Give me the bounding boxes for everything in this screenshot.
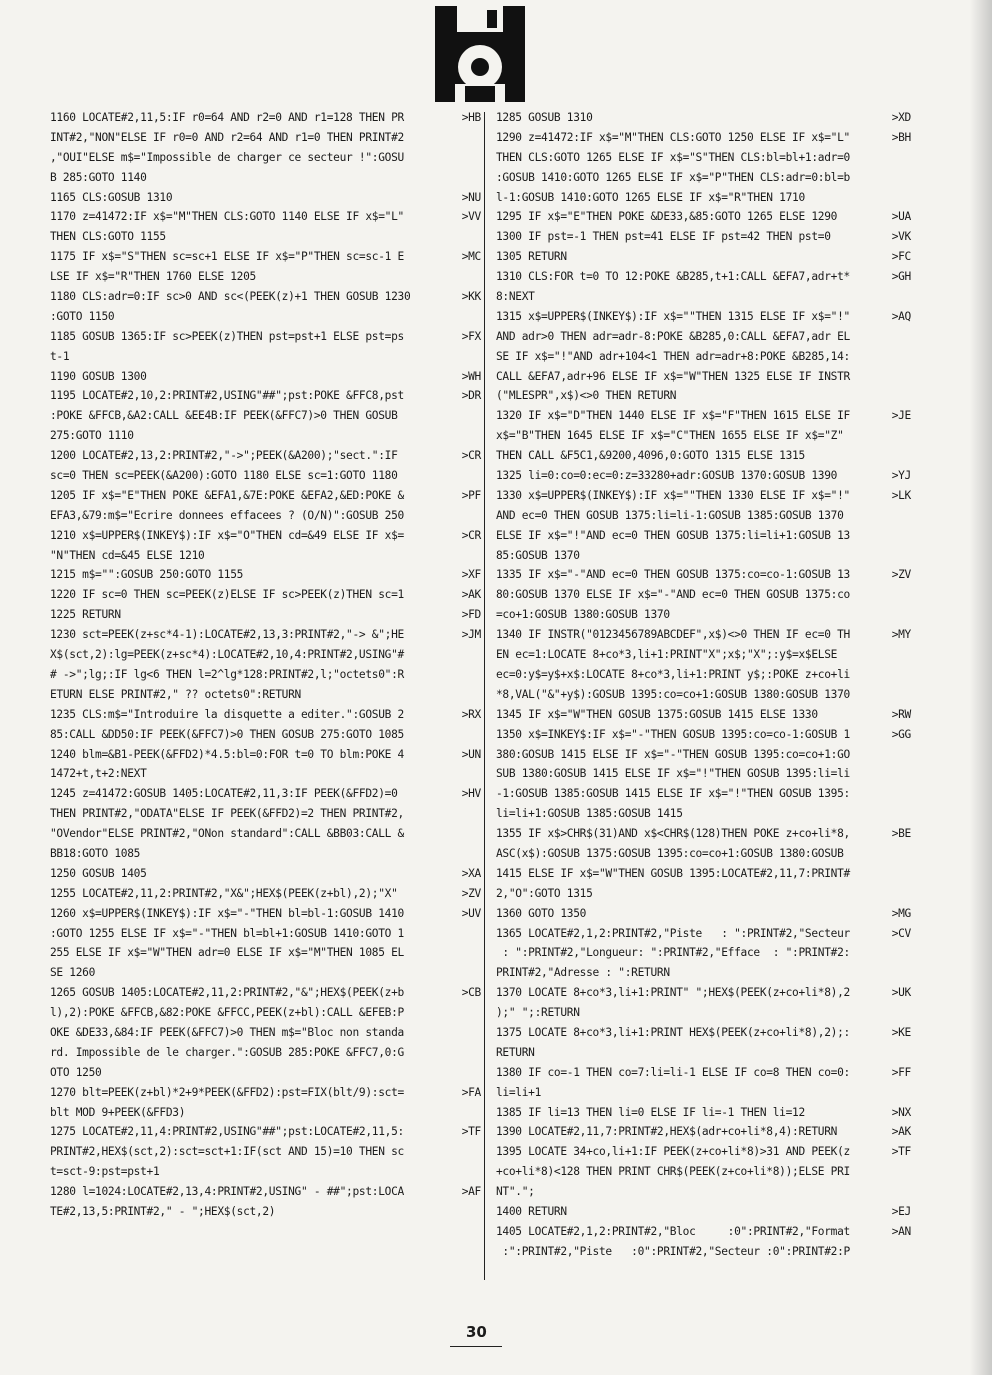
code-text: BB18:GOTO 1085 [50, 846, 141, 860]
code-line [496, 864, 911, 884]
code-text: 380:GOSUB 1415 ELSE IF x$="-"THEN GOSUB 1395:co=co+1:GO [496, 747, 850, 761]
code-text: blt MOD 9+PEEK(&FFD3) [50, 1105, 186, 1119]
code-line [50, 645, 475, 665]
code-line [50, 685, 475, 705]
checksum-code: >VV [461, 210, 481, 224]
code-line [50, 406, 475, 426]
code-text: OKE &DE33,&84:IF PEEK(&FFC7)>0 THEN m$="Bloc non standa [50, 1025, 404, 1039]
code-text: TE#2,13,5:PRINT#2," - ";HEX$(sct,2) [50, 1204, 276, 1218]
code-line [50, 247, 481, 267]
checksum-code: >GH [891, 270, 911, 284]
code-line [496, 506, 911, 526]
code-line [50, 625, 481, 645]
code-line [50, 745, 481, 765]
code-text: RETURN [496, 1045, 535, 1059]
checksum-code: >ZV [461, 886, 481, 900]
code-line [496, 1122, 911, 1142]
code-text: 85:CALL &DD50:IF PEEK(&FFC7)>0 THEN GOSUB 275:GOTO 1085 [50, 727, 404, 741]
code-line [496, 327, 911, 347]
code-line [50, 1202, 475, 1222]
code-text: sc=0 THEN sc=PEEK(&A200):GOTO 1180 ELSE sc=1:GOTO 1180 [50, 469, 398, 483]
checksum-code: >FD [461, 608, 481, 622]
code-line [496, 1103, 911, 1123]
code-line [50, 207, 481, 227]
checksum-code: >KK [461, 290, 481, 304]
checksum-code: >FA [461, 1085, 481, 1099]
code-text: # ->";lg;:IF lg<6 THEN l=2^lg*128:PRINT#2,l;"octets0":R [50, 667, 404, 681]
code-text: THEN CLS:GOTO 1155 [50, 230, 166, 244]
code-line [496, 745, 911, 765]
code-line [496, 1083, 911, 1103]
code-text: CALL &EFA7,adr+96 ELSE IF x$="W"THEN 1325 ELSE IF INSTR [496, 369, 850, 383]
code-line [50, 227, 475, 247]
code-line [496, 207, 911, 227]
code-text: 1200 LOCATE#2,13,2:PRINT#2,"->";PEEK(&A200);"sect.":IF [50, 449, 398, 463]
code-text: 1235 CLS:m$="Introduire la disquette a editer.":GOSUB 2 [50, 707, 404, 721]
checksum-code: >BH [891, 130, 911, 144]
code-text: 1325 li=0:co=0:ec=0:z=33280+adr:GOSUB 1370:GOSUB 1390 [496, 469, 838, 483]
checksum-code: >XD [891, 111, 911, 124]
code-text: 1220 IF sc=0 THEN sc=PEEK(z)ELSE IF sc>PEEK(z)THEN sc=1 [50, 588, 404, 602]
code-text: EFA3,&79:m$="Ecrire donnees effacees ? (O/N)":GOSUB 250 [50, 508, 404, 522]
code-line [496, 565, 911, 585]
code-line [496, 1242, 911, 1262]
code-text: 1340 IF INSTR("0123456789ABCDEF",x$)<>0 THEN IF ec=0 TH [496, 628, 850, 642]
code-text: :GOTO 1255 ELSE IF x$="-"THEN bl=bl+1:GOSUB 1410:GOTO 1 [50, 926, 404, 940]
checksum-code: >UN [461, 747, 481, 761]
code-line [496, 824, 911, 844]
checksum-code: >XA [461, 866, 481, 880]
code-line [50, 506, 475, 526]
code-line [496, 804, 911, 824]
code-text: 1160 LOCATE#2,11,5:IF r0=64 AND r2=0 AND r1=128 THEN PR [50, 111, 404, 124]
code-text: 2,"O":GOTO 1315 [496, 886, 593, 900]
checksum-code: >MC [461, 250, 481, 264]
code-line [496, 645, 911, 665]
code-text: 1405 LOCATE#2,1,2:PRINT#2,"Bloc :0":PRINT#2,"Format [496, 1224, 850, 1238]
code-text: t-1 [50, 349, 70, 363]
code-line [496, 247, 911, 267]
code-line [50, 824, 475, 844]
checksum-code: >XF [461, 568, 481, 582]
code-text: 1285 GOSUB 1310 [496, 111, 593, 124]
code-line [50, 904, 481, 924]
code-line [50, 725, 475, 745]
code-text: =co+1:GOSUB 1380:GOSUB 1370 [496, 608, 670, 622]
code-text: );" ";:RETURN [496, 1006, 580, 1020]
code-line [496, 227, 911, 247]
code-line [496, 983, 911, 1003]
code-text: l),2):POKE &FFCB,&82:POKE &FFCC,PEEK(z+bl):CALL &EFEB:P [50, 1006, 404, 1020]
checksum-code: >WH [461, 369, 481, 383]
code-text: l-1:GOSUB 1410:GOTO 1265 ELSE IF x$="R"THEN 1710 [496, 190, 805, 204]
checksum-code: >MY [891, 628, 911, 642]
code-text: t=sct-9:pst=pst+1 [50, 1165, 160, 1179]
code-line [496, 128, 911, 148]
code-line [50, 486, 481, 506]
code-text: 8:NEXT [496, 290, 535, 304]
code-text: -1:GOSUB 1385:GOSUB 1415 ELSE IF x$="!"THEN GOSUB 1395: [496, 787, 850, 801]
code-text: THEN PRINT#2,"ODATA"ELSE IF PEEK(&FFD2)=2 THEN PRINT#2, [50, 807, 404, 821]
code-line [50, 128, 475, 148]
checksum-code: >VK [891, 230, 911, 244]
code-line [50, 386, 481, 406]
code-text: 1310 CLS:FOR t=0 TO 12:POKE &B285,t+1:CALL &EFA7,adr+t* [496, 270, 850, 284]
code-line [496, 844, 911, 864]
code-text: 1210 x$=UPPER$(INKEY$):IF x$="O"THEN cd=&49 ELSE IF x$= [50, 528, 404, 542]
checksum-code: >ZV [891, 568, 911, 582]
checksum-code: >FX [461, 329, 481, 343]
code-text: +co+li*8)<128 THEN PRINT CHR$(PEEK(z+co+li*8));ELSE PRI [496, 1165, 850, 1179]
checksum-code: >MG [891, 906, 911, 920]
checksum-code: >FF [891, 1065, 911, 1079]
code-line [496, 546, 911, 566]
code-line [496, 168, 911, 188]
code-text: 1385 IF li=13 THEN li=0 ELSE IF li=-1 THEN li=12 [496, 1105, 805, 1119]
code-line [496, 585, 911, 605]
code-text: 1380 IF co=-1 THEN co=7:li=li-1 ELSE IF co=8 THEN co=0: [496, 1065, 850, 1079]
code-text: 1225 RETURN [50, 608, 121, 622]
code-line [496, 466, 911, 486]
code-text: EN ec=1:LOCATE 8+co*3,li+1:PRINT"X";x$;"X";:y$=x$ELSE [496, 648, 838, 662]
code-text: 1390 LOCATE#2,11,7:PRINT#2,HEX$(adr+co+li*8,4):RETURN [496, 1125, 838, 1139]
code-line [496, 307, 911, 327]
code-text: 1290 z=41472:IF x$="M"THEN CLS:GOTO 1250 ELSE IF x$="L" [496, 130, 850, 144]
code-line [50, 884, 481, 904]
code-text: 1175 IF x$="S"THEN sc=sc+1 ELSE IF x$="P"THEN sc=sc-1 E [50, 250, 404, 264]
code-text: 1260 x$=UPPER$(INKEY$):IF x$="-"THEN bl=bl-1:GOSUB 1410 [50, 906, 404, 920]
code-line [496, 1142, 911, 1162]
checksum-code: >DR [461, 389, 481, 403]
code-line [50, 287, 481, 307]
code-text: 1320 IF x$="D"THEN 1440 ELSE IF x$="F"THEN 1615 ELSE IF [496, 409, 850, 423]
page-edge-shadow [970, 0, 992, 1375]
code-text: ELSE IF x$="!"AND ec=0 THEN GOSUB 1375:li=li+1:GOSUB 13 [496, 528, 850, 542]
code-line [50, 188, 481, 208]
code-text: 1240 blm=&B1-PEEK(&FFD2)*4.5:bl=0:FOR t=0 TO blm:POKE 4 [50, 747, 404, 761]
code-text: PRINT#2,"Adresse : ":RETURN [496, 966, 670, 980]
checksum-code: >UV [461, 906, 481, 920]
code-line [496, 406, 911, 426]
code-line [50, 1122, 481, 1142]
code-text: 1400 RETURN [496, 1204, 567, 1218]
code-line [50, 307, 475, 327]
checksum-code: >FC [891, 250, 911, 264]
code-text: 1250 GOSUB 1405 [50, 866, 147, 880]
checksum-code: >TF [891, 1145, 911, 1159]
code-text: LSE IF x$="R"THEN 1760 ELSE 1205 [50, 270, 256, 284]
checksum-code: >JM [461, 628, 481, 642]
checksum-code: >CB [461, 986, 481, 1000]
code-line [50, 1023, 475, 1043]
code-line [496, 1222, 911, 1242]
code-line [50, 784, 481, 804]
code-line [50, 983, 481, 1003]
code-text: 1190 GOSUB 1300 [50, 369, 147, 383]
code-text: 1350 x$=INKEY$:IF x$="-"THEN GOSUB 1395:co=co-1:GOSUB 1 [496, 727, 850, 741]
code-text: AND ec=0 THEN GOSUB 1375:li=li-1:GOSUB 1385:GOSUB 1370 [496, 508, 844, 522]
code-text: 1170 z=41472:IF x$="M"THEN CLS:GOTO 1140 ELSE IF x$="L" [50, 210, 404, 224]
code-line [496, 705, 911, 725]
code-text: X$(sct,2):lg=PEEK(z+sc*4):LOCATE#2,10,4:PRINT#2,USING"# [50, 648, 404, 662]
code-line [496, 963, 911, 983]
checksum-code: >RW [891, 707, 911, 721]
code-line [50, 1103, 475, 1123]
code-text: 1295 IF x$="E"THEN POKE &DE33,&85:GOTO 1265 ELSE 1290 [496, 210, 838, 224]
checksum-code: >AF [461, 1185, 481, 1199]
code-text: li=li+1:GOSUB 1385:GOSUB 1415 [496, 807, 683, 821]
code-line [50, 605, 481, 625]
code-text: AND adr>0 THEN adr=adr-8:POKE &B285,0:CALL &EFA7,adr EL [496, 329, 850, 343]
code-line [50, 168, 475, 188]
code-text: :GOTO 1150 [50, 309, 115, 323]
code-text: 1355 IF x$>CHR$(31)AND x$<CHR$(128)THEN POKE z+co+li*8, [496, 827, 850, 841]
column-divider [484, 112, 485, 1280]
code-text: ,"OUI"ELSE m$="Impossible de charger ce secteur !":GOSU [50, 150, 404, 164]
code-line [496, 685, 911, 705]
code-line [496, 426, 911, 446]
code-line [496, 367, 911, 387]
code-text: "N"THEN cd=&45 ELSE 1210 [50, 548, 205, 562]
code-line [496, 625, 911, 645]
code-text: ETURN ELSE PRINT#2," ?? octets0":RETURN [50, 687, 301, 701]
code-line [496, 386, 911, 406]
code-text: 1280 l=1024:LOCATE#2,13,4:PRINT#2,USING" - ##";pst:LOCA [50, 1185, 404, 1199]
code-text: SUB 1380:GOSUB 1415 ELSE IF x$="!"THEN GOSUB 1395:li=li [496, 767, 850, 781]
code-text: :GOSUB 1410:GOTO 1265 ELSE IF x$="P"THEN CLS:adr=0:bl=b [496, 170, 850, 184]
code-text: THEN CLS:GOTO 1265 ELSE IF x$="S"THEN CLS:bl=bl+1:adr=0 [496, 150, 850, 164]
code-line [50, 565, 481, 585]
code-text: 1330 x$=UPPER$(INKEY$):IF x$=""THEN 1330 ELSE IF x$="!" [496, 488, 850, 502]
code-line [50, 924, 475, 944]
code-text: THEN CALL &F5C1,&9200,4096,0:GOTO 1315 ELSE 1315 [496, 449, 805, 463]
code-line [50, 764, 475, 784]
checksum-code: >CV [891, 926, 911, 940]
checksum-code: >YJ [891, 469, 911, 483]
code-text: 1245 z=41472:GOSUB 1405:LOCATE#2,11,3:IF PEEK(&FFD2)=0 [50, 787, 398, 801]
checksum-code: >NU [461, 190, 481, 204]
checksum-code: >AK [461, 588, 481, 602]
code-text: ("MLESPR",x$)<>0 THEN RETURN [496, 389, 677, 403]
code-line [496, 1003, 911, 1023]
code-line [496, 1202, 911, 1222]
checksum-code: >PF [461, 488, 481, 502]
code-line [496, 1043, 911, 1063]
code-text: 1472+t,t+2:NEXT [50, 767, 147, 781]
code-line [50, 327, 481, 347]
code-line [50, 1162, 475, 1182]
code-text: 1395 LOCATE 34+co,li+1:IF PEEK(z+co+li*8)>31 AND PEEK(z [496, 1145, 850, 1159]
code-line [496, 1162, 911, 1182]
code-line [50, 943, 475, 963]
floppy-disk-icon [435, 6, 525, 102]
code-text: 1305 RETURN [496, 250, 567, 264]
code-text: ec=0:y$=y$+x$:LOCATE 8+co*3,li+1:PRINT y$;:POKE z+co+li [496, 667, 850, 681]
code-text: 1275 LOCATE#2,11,4:PRINT#2,USING"##";pst:LOCATE#2,11,5: [50, 1125, 404, 1139]
code-text: 255 ELSE IF x$="W"THEN adr=0 ELSE IF x$="M"THEN 1085 EL [50, 946, 404, 960]
code-text: NT"."; [496, 1185, 535, 1199]
code-text: 1265 GOSUB 1405:LOCATE#2,11,2:PRINT#2,"&";HEX$(PEEK(z+b [50, 986, 404, 1000]
code-text: 1230 sct=PEEK(z+sc*4-1):LOCATE#2,13,3:PRINT#2,"-> &";HE [50, 628, 404, 642]
code-text: SE 1260 [50, 966, 96, 980]
code-text: SE IF x$="!"AND adr+104<1 THEN adr=adr+8:POKE &B285,14: [496, 349, 850, 363]
page-number: 30 [466, 1323, 487, 1341]
checksum-code: >KE [891, 1025, 911, 1039]
checksum-code: >CR [461, 528, 481, 542]
checksum-code: >CR [461, 449, 481, 463]
code-line [496, 665, 911, 685]
code-text: 1205 IF x$="E"THEN POKE &EFA1,&7E:POKE &EFA2,&ED:POKE & [50, 488, 404, 502]
code-text: : ":PRINT#2,"Longueur: ":PRINT#2,"Efface : ":PRINT#2: [496, 946, 850, 960]
code-text: x$="B"THEN 1645 ELSE IF x$="C"THEN 1655 ELSE IF x$="Z" [496, 429, 844, 443]
code-line [50, 526, 481, 546]
code-line [50, 963, 475, 983]
code-text: *8,VAL("&"+y$):GOSUB 1395:co=co+1:GOSUB 1380:GOSUB 1370 [496, 687, 850, 701]
checksum-code: >JE [891, 409, 911, 423]
code-line [50, 705, 481, 725]
code-line [50, 466, 475, 486]
code-line [50, 367, 481, 387]
code-text: 85:GOSUB 1370 [496, 548, 580, 562]
code-line [50, 1063, 475, 1083]
code-line [50, 665, 475, 685]
code-text: 1365 LOCATE#2,1,2:PRINT#2,"Piste : ":PRINT#2,"Secteur [496, 926, 850, 940]
code-line [50, 347, 475, 367]
code-line [496, 188, 911, 208]
checksum-code: >HB [461, 111, 481, 124]
code-line [50, 585, 481, 605]
code-line [50, 804, 475, 824]
code-line [496, 446, 911, 466]
code-line [50, 844, 475, 864]
code-text: INT#2,"NON"ELSE IF r0=0 AND r2=64 AND r1=0 THEN PRINT#2 [50, 130, 404, 144]
code-text: B 285:GOTO 1140 [50, 170, 147, 184]
code-line [50, 108, 481, 128]
code-text: :POKE &FFCB,&A2:CALL &EE4B:IF PEEK(&FFC7)>0 THEN GOSUB [50, 409, 398, 423]
code-line [496, 605, 911, 625]
code-line [50, 267, 475, 287]
code-line [496, 924, 911, 944]
listing-column-left [50, 108, 481, 1222]
checksum-code: >HV [461, 787, 481, 801]
code-text: 1315 x$=UPPER$(INKEY$):IF x$=""THEN 1315 ELSE IF x$="!" [496, 309, 850, 323]
code-text: 1195 LOCATE#2,10,2:PRINT#2,USING"##";pst:POKE &FFC8,pst [50, 389, 404, 403]
code-text: PRINT#2,HEX$(sct,2):sct=sct+1:IF(sct AND 15)=10 THEN sc [50, 1145, 404, 1159]
code-line [496, 943, 911, 963]
code-line [496, 1182, 911, 1202]
code-line [496, 904, 911, 924]
code-line [496, 1063, 911, 1083]
code-text: 275:GOTO 1110 [50, 429, 134, 443]
checksum-code: >BE [891, 827, 911, 841]
checksum-code: >LK [891, 488, 911, 502]
code-line [496, 784, 911, 804]
code-line [496, 725, 911, 745]
checksum-code: >EJ [891, 1204, 911, 1218]
listing-column-right [496, 108, 911, 1262]
code-text: 1165 CLS:GOSUB 1310 [50, 190, 173, 204]
checksum-code: >RX [461, 707, 481, 721]
checksum-code: >AK [891, 1125, 911, 1139]
code-text: 1360 GOTO 1350 [496, 906, 587, 920]
code-text: 1180 CLS:adr=0:IF sc>0 AND sc<(PEEK(z)+1 THEN GOSUB 1230 [50, 290, 411, 304]
code-text: 1415 ELSE IF x$="W"THEN GOSUB 1395:LOCATE#2,11,7:PRINT# [496, 866, 850, 880]
code-line [50, 546, 475, 566]
code-line [496, 884, 911, 904]
checksum-code: >GG [891, 727, 911, 741]
checksum-code: >NX [891, 1105, 911, 1119]
code-text: :":PRINT#2,"Piste :0":PRINT#2,"Secteur :0":PRINT#2:P [496, 1244, 850, 1258]
code-line [50, 426, 475, 446]
code-text: 1300 IF pst=-1 THEN pst=41 ELSE IF pst=42 THEN pst=0 [496, 230, 831, 244]
code-line [50, 1142, 475, 1162]
code-line [496, 486, 911, 506]
code-text: 1370 LOCATE 8+co*3,li+1:PRINT" ";HEX$(PEEK(z+co+li*8),2 [496, 986, 850, 1000]
code-text: rd. Impossible de le charger.":GOSUB 285:POKE &FFC7,0:G [50, 1045, 404, 1059]
code-text: "OVendor"ELSE PRINT#2,"ONon standard":CALL &BB03:CALL & [50, 827, 404, 841]
checksum-code: >UK [891, 986, 911, 1000]
code-line [50, 1182, 481, 1202]
checksum-code: >AQ [891, 309, 911, 323]
code-text: 1185 GOSUB 1365:IF sc>PEEK(z)THEN pst=pst+1 ELSE pst=ps [50, 329, 404, 343]
code-line [50, 148, 475, 168]
code-text: 1375 LOCATE 8+co*3,li+1:PRINT HEX$(PEEK(z+co+li*8),2);: [496, 1025, 850, 1039]
page-number-underline [450, 1346, 502, 1347]
code-line [50, 1043, 475, 1063]
code-line [50, 446, 481, 466]
code-line [50, 864, 481, 884]
code-text: li=li+1 [496, 1085, 542, 1099]
code-line [496, 526, 911, 546]
checksum-code: >TF [461, 1125, 481, 1139]
code-line [496, 287, 911, 307]
code-line [496, 148, 911, 168]
code-line [50, 1083, 481, 1103]
code-text: 1255 LOCATE#2,11,2:PRINT#2,"X&";HEX$(PEEK(z+bl),2);"X" [50, 886, 398, 900]
code-text: ASC(x$):GOSUB 1375:GOSUB 1395:co=co+1:GOSUB 1380:GOSUB [496, 846, 844, 860]
code-line [496, 347, 911, 367]
code-line [496, 1023, 911, 1043]
code-text: 1215 m$="":GOSUB 250:GOTO 1155 [50, 568, 244, 582]
checksum-code: >AN [891, 1224, 911, 1238]
code-line [50, 1003, 475, 1023]
code-text: 1345 IF x$="W"THEN GOSUB 1375:GOSUB 1415 ELSE 1330 [496, 707, 818, 721]
code-text: 1270 blt=PEEK(z+bl)*2+9*PEEK(&FFD2):pst=FIX(blt/9):sct= [50, 1085, 404, 1099]
code-line [496, 764, 911, 784]
code-text: OTO 1250 [50, 1065, 102, 1079]
code-text: 80:GOSUB 1370 ELSE IF x$="-"AND ec=0 THEN GOSUB 1375:co [496, 588, 850, 602]
code-line [496, 267, 911, 287]
code-line [496, 108, 911, 128]
code-text: 1335 IF x$="-"AND ec=0 THEN GOSUB 1375:co=co-1:GOSUB 13 [496, 568, 850, 582]
checksum-code: >UA [891, 210, 911, 224]
